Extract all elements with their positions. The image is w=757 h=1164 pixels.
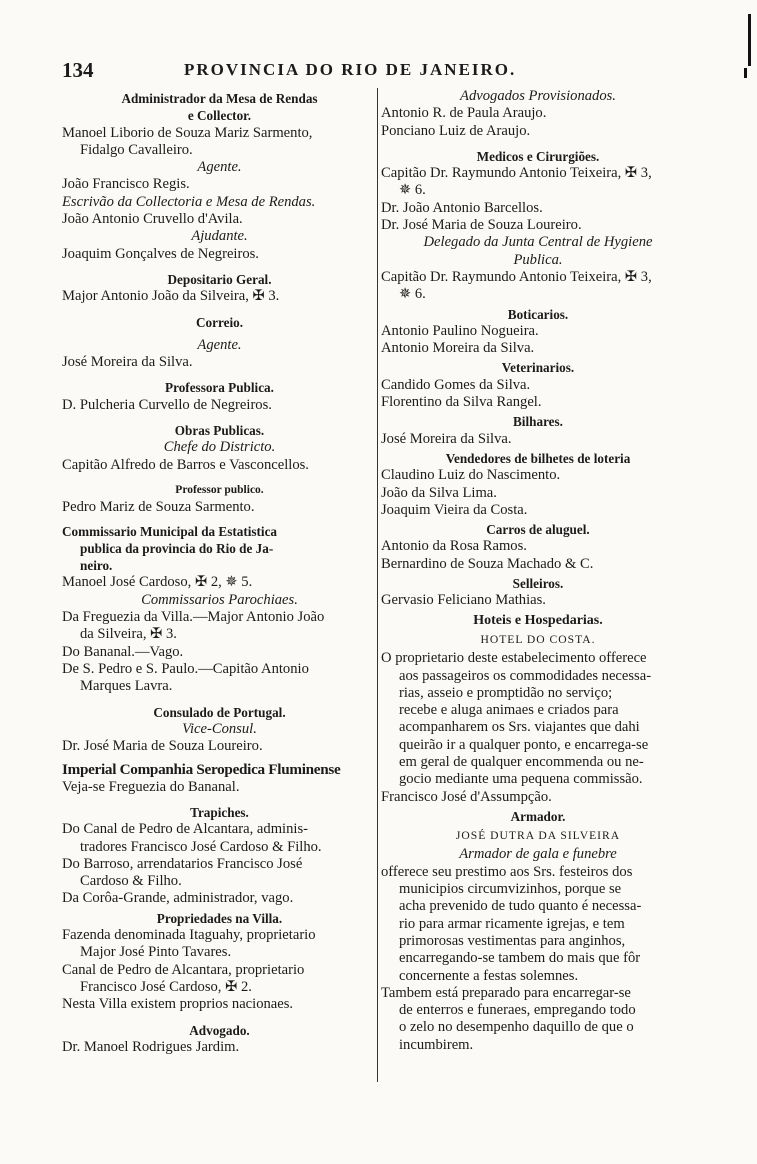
- entry-line: Major José Pinto Tavares.: [80, 944, 232, 961]
- left-column: [62, 88, 377, 1056]
- section-title: Imperial Companhia Seropedica Fluminense: [62, 761, 341, 779]
- entry-line: Gervasio Feliciano Mathias.: [381, 592, 546, 609]
- entry-line: Dr. Manoel Rodrigues Jardim.: [62, 1038, 240, 1055]
- entry-line: Veja-se Freguezia do Bananal.: [62, 778, 240, 795]
- entry-line: encarregando-se tambem do mais que fôr: [399, 950, 641, 967]
- entry-line: João da Silva Lima.: [381, 484, 497, 501]
- entry-line: recebe e aluga animaes e criados para: [399, 702, 619, 719]
- subsection-title: Armador de gala e funebre: [459, 846, 617, 863]
- section-title: Trapiches.: [190, 804, 249, 820]
- subsection-title: Commissarios Parochiaes.: [141, 591, 298, 608]
- entry-line: Do Barroso, arrendatarios Francisco José: [62, 855, 303, 872]
- section-title: Medicos e Cirurgiões.: [476, 148, 600, 164]
- entry-line: Capitão Dr. Raymundo Antonio Teixeira, ✠ 3,: [381, 165, 652, 182]
- subsection-title: Escrivão da Collectoria e Mesa de Rendas.: [62, 193, 316, 210]
- section-title: Propriedades na Villa.: [156, 910, 283, 926]
- entry-line: municipios circumvizinhos, porque se: [399, 881, 622, 898]
- entry-line: acha prevenido de tudo quanto é necessa-: [399, 898, 642, 915]
- entry-line: Antonio Paulino Nogueira.: [381, 322, 539, 339]
- column-divider: [377, 88, 378, 1082]
- section-title: Administrador da Mesa de Rendas: [121, 91, 318, 106]
- entry-line: O proprietario deste estabelecimento offerece: [381, 650, 647, 667]
- entry-line: acompanharem os Srs. viajantes que dahi: [399, 719, 640, 736]
- entry-line: o zelo no desempenho daquillo de que o: [399, 1019, 634, 1036]
- section-title: Advogado.: [189, 1022, 250, 1038]
- hotel-name: HOTEL DO COSTA.: [480, 632, 596, 646]
- entry-line: Cardoso & Filho.: [80, 873, 182, 890]
- entry-line: Da Corôa-Grande, administrador, vago.: [62, 890, 294, 907]
- entry-line: Claudino Luiz do Nascimento.: [381, 467, 561, 484]
- entry-line: Manoel José Cardoso, ✠ 2, ✵ 5.: [62, 574, 253, 591]
- entry-line: Antonio R. de Paula Araujo.: [381, 105, 547, 122]
- subsection-title: Agente.: [197, 159, 242, 176]
- subsection-title: Agente.: [197, 336, 242, 353]
- section-title: Commissario Municipal da Estatistica: [62, 523, 278, 539]
- section-title: Professora Publica.: [165, 380, 274, 396]
- section-title: Hoteis e Hospedarias.: [473, 612, 603, 628]
- entry-line: Francisco José Cardoso, ✠ 2.: [80, 978, 252, 995]
- entry-line: Francisco José d'Assumpção.: [381, 788, 552, 805]
- entry-line: gocio mediante uma pequena commissão.: [399, 771, 643, 788]
- entry-line: tradores Francisco José Cardoso & Filho.: [80, 838, 322, 855]
- subsection-title: Delegado da Junta Central de Hygiene: [423, 234, 653, 251]
- entry-line: Pedro Mariz de Souza Sarmento.: [62, 499, 255, 516]
- section-title: Carros de aluguel.: [486, 522, 590, 538]
- section-title: Boticarios.: [507, 306, 569, 322]
- margin-mark: [744, 68, 747, 78]
- entry-line: José Moreira da Silva.: [62, 354, 193, 371]
- entry-line: De S. Pedro e S. Paulo.—Capitão Antonio: [62, 660, 309, 677]
- subsection-title: Chefe do Districto.: [163, 439, 276, 456]
- section-title: Correio.: [196, 314, 243, 330]
- section-title: neiro.: [80, 558, 113, 574]
- entry-line: de enterros e funeraes, empregando todo: [399, 1002, 636, 1019]
- margin-mark: [748, 14, 751, 66]
- page-number: 134: [62, 58, 94, 82]
- entry-line: José Moreira da Silva.: [381, 430, 512, 447]
- entry-line: Candido Gomes da Silva.: [381, 376, 531, 393]
- entry-line: João Antonio Cruvello d'Avila.: [62, 211, 243, 228]
- section-title: Professor publico.: [175, 483, 264, 496]
- section-title: Veterinarios.: [501, 360, 575, 376]
- entry-line: Fazenda denominada Itaguahy, proprietario: [62, 927, 316, 944]
- entry-line: Dr. José Maria de Souza Loureiro.: [381, 217, 582, 234]
- entry-line: Antonio Moreira da Silva.: [381, 340, 535, 357]
- entry-line: Florentino da Silva Rangel.: [381, 394, 542, 411]
- section-title: Consulado de Portugal.: [153, 704, 286, 720]
- section-title: Selleiros.: [512, 576, 564, 592]
- entry-line: ✵ 6.: [399, 182, 426, 199]
- entry-line: Manoel Liborio de Souza Mariz Sarmento,: [62, 124, 313, 141]
- entry-line: aos passageiros os commodidades necessa-: [399, 667, 652, 684]
- entry-line: Canal de Pedro de Alcantara, proprietario: [62, 961, 305, 978]
- entry-line: primorosas vestimentas para anginhos,: [399, 932, 626, 949]
- entry-line: Joaquim Vieira da Costa.: [381, 501, 528, 518]
- entry-line: Capitão Dr. Raymundo Antonio Teixeira, ✠ 3,: [381, 268, 652, 285]
- entry-line: Tambem está preparado para encarregar-se: [381, 984, 631, 1001]
- entry-line: Dr. José Maria de Souza Loureiro.: [62, 738, 263, 755]
- subsection-title: Ajudante.: [191, 228, 248, 245]
- right-column: [381, 88, 695, 1054]
- section-title: Vendedores de bilhetes de loteria: [445, 450, 631, 466]
- entry-line: incumbirem.: [399, 1036, 474, 1053]
- section-title: Depositario Geral.: [167, 271, 272, 287]
- entry-line: concernente a festas solemnes.: [399, 967, 579, 984]
- entry-line: Major Antonio João da Silveira, ✠ 3.: [62, 288, 280, 305]
- entry-line: da Silveira, ✠ 3.: [80, 626, 177, 643]
- entry-line: Do Canal de Pedro de Alcantara, adminis-: [62, 821, 308, 838]
- section-title: Bilhares.: [513, 414, 563, 430]
- page-title: PROVINCIA DO RIO DE JANEIRO.: [184, 60, 517, 79]
- entry-line: D. Pulcheria Curvello de Negreiros.: [62, 396, 272, 413]
- armador-name: JOSÉ DUTRA DA SILVEIRA: [455, 829, 621, 843]
- subsection-title: Publica.: [513, 251, 563, 268]
- entry-line: Dr. João Antonio Barcellos.: [381, 199, 543, 216]
- entry-line: Marques Lavra.: [80, 678, 173, 695]
- page-header: [62, 58, 712, 84]
- entry-line: Antonio da Rosa Ramos.: [381, 538, 527, 555]
- entry-line: em geral de qualquer encommenda ou ne-: [399, 753, 644, 770]
- section-title: e Collector.: [187, 108, 252, 124]
- entry-line: João Francisco Regis.: [62, 176, 190, 193]
- section-title: publica da provincia do Rio de Ja-: [80, 540, 274, 556]
- entry-line: rio para armar ricamente igrejas, e tem: [399, 915, 625, 932]
- entry-line: ✵ 6.: [399, 286, 426, 303]
- entry-line: Da Freguezia da Villa.—Major Antonio João: [62, 609, 325, 626]
- entry-line: offerece seu prestimo aos Srs. festeiros dos: [381, 863, 633, 880]
- entry-line: Nesta Villa existem proprios nacionaes.: [62, 996, 294, 1013]
- section-title: Obras Publicas.: [174, 423, 265, 439]
- subsection-title: Vice-Consul.: [182, 720, 257, 737]
- subsection-title: Advogados Provisionados.: [460, 88, 616, 104]
- entry-line: Fidalgo Cavalleiro.: [80, 141, 193, 158]
- entry-line: Joaquim Gonçalves de Negreiros.: [62, 245, 259, 262]
- entry-line: queirão ir a qualquer ponto, e encarrega-se: [399, 736, 649, 753]
- entry-line: rias, asseio e promptidão no serviço;: [399, 684, 613, 701]
- section-title: Armador.: [510, 808, 566, 824]
- entry-line: Capitão Alfredo de Barros e Vasconcellos.: [62, 456, 309, 473]
- entry-line: Do Bananal.—Vago.: [62, 643, 184, 660]
- entry-line: Ponciano Luiz de Araujo.: [381, 122, 531, 139]
- entry-line: Bernardino de Souza Machado & C.: [381, 555, 594, 572]
